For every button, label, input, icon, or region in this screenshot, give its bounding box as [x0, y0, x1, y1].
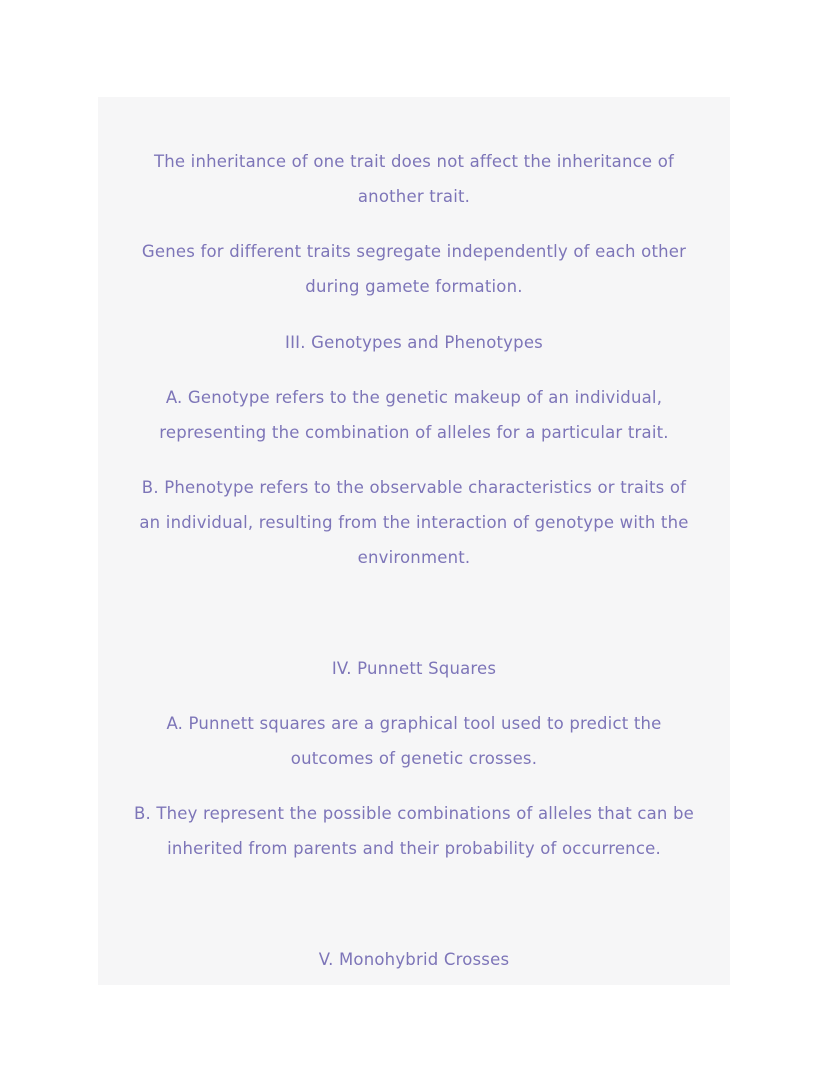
paragraph-phenotype-definition — [98, 470, 730, 575]
paragraph-punnett-tool — [98, 706, 730, 776]
heading-text: V. Monohybrid Crosses — [318, 950, 510, 969]
paragraph-punnett-combinations — [98, 796, 730, 866]
document-page — [98, 97, 730, 985]
text-line: Genes for different traits segregate independently of each other — [141, 242, 687, 261]
section-heading-punnett-squares — [98, 651, 730, 686]
text-line: inherited from parents and their probability of occurrence. — [167, 839, 661, 858]
text-line: B. They represent the possible combinations of alleles that can be — [133, 804, 695, 823]
text-line: A. Punnett squares are a graphical tool used to predict the — [166, 714, 662, 733]
heading-text: IV. Punnett Squares — [331, 659, 497, 678]
text-line: an individual, resulting from the interaction of genotype with the — [139, 513, 689, 532]
paragraph-gene-segregation — [98, 234, 730, 304]
text-line: another trait. — [357, 187, 471, 206]
text-line: outcomes of genetic crosses. — [290, 749, 538, 768]
heading-text: III. Genotypes and Phenotypes — [285, 333, 543, 352]
text-line: during gamete formation. — [305, 277, 523, 296]
text-line: environment. — [357, 548, 471, 567]
paragraph-independent-assortment — [98, 144, 730, 214]
text-line: representing the combination of alleles for a particular trait. — [159, 423, 669, 442]
text-line: A. Genotype refers to the genetic makeup of an individual, — [165, 388, 663, 407]
section-heading-genotypes-phenotypes — [98, 325, 730, 360]
text-line: The inheritance of one trait does not affect the inheritance of — [153, 152, 675, 171]
text-line: B. Phenotype refers to the observable characteristics or traits of — [141, 478, 687, 497]
section-heading-monohybrid-crosses — [98, 942, 730, 977]
paragraph-genotype-definition — [98, 380, 730, 450]
